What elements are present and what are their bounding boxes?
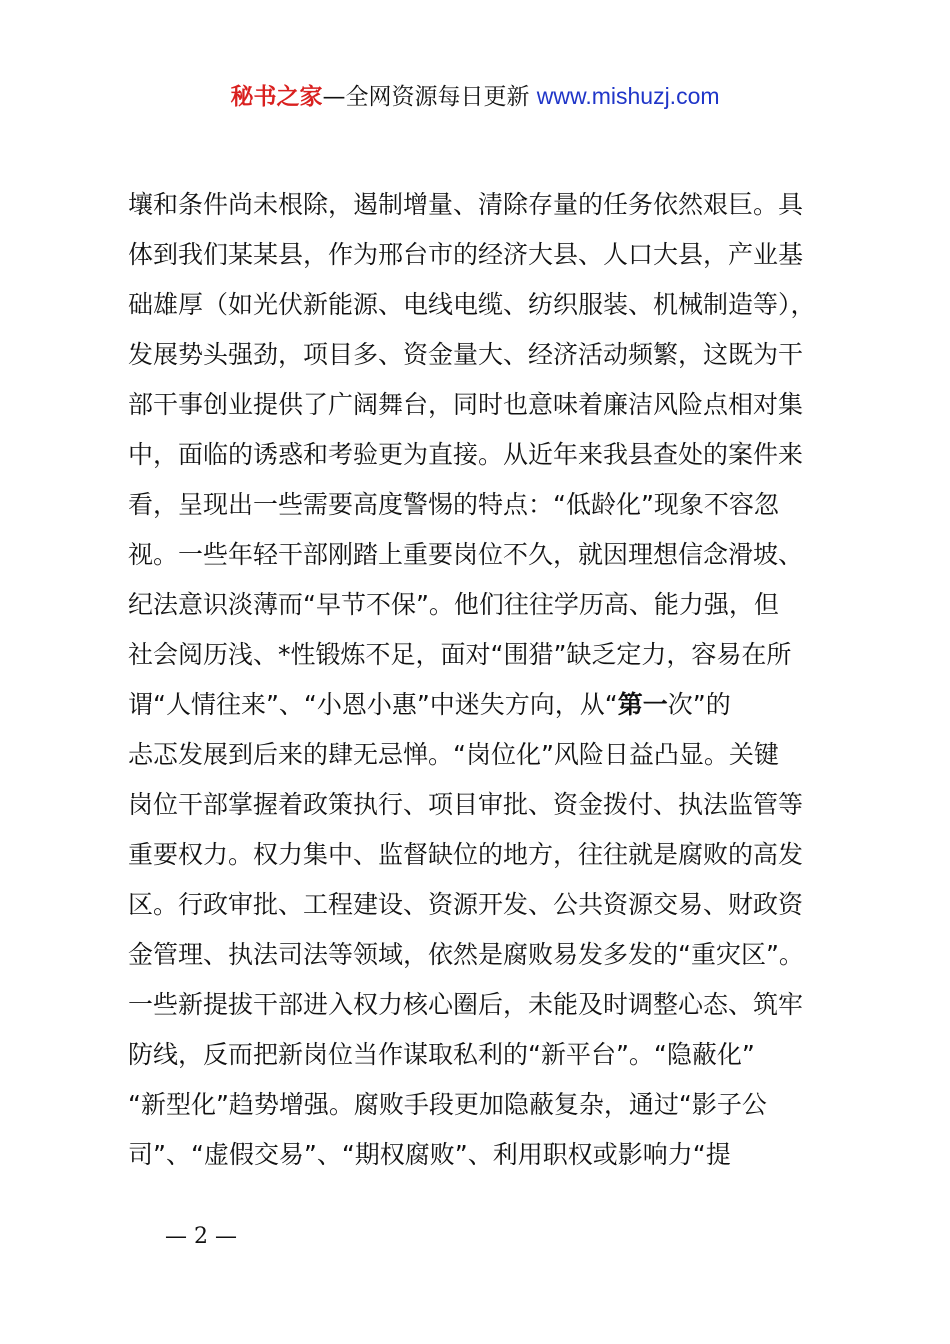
text-line: 壤和条件尚未根除，遏制增量、清除存量的任务依然艰巨。具: [128, 190, 804, 219]
text-line: 体到我们某某县，作为邢台市的经济大县、人口大县，产业基: [128, 240, 804, 269]
text-line: 视。一些年轻干部刚踏上重要岗位不久，就因理想信念滑坡、: [128, 540, 804, 569]
text-line: 一些新提拔干部进入权力核心圈后，未能及时调整心态、筑牢: [128, 990, 804, 1019]
bold-emphasis: 第一: [617, 690, 668, 719]
document-body: [128, 180, 848, 1180]
text-line: 防线，反而把新岗位当作谋取私利的“新平台”。“隐蔽化”: [128, 1040, 755, 1069]
site-banner: [0, 80, 950, 113]
site-url-link[interactable]: www.mishuzj.com: [536, 83, 720, 109]
text-line: 忐忑发展到后来的肆无忌惮。“岗位化”风险日益凸显。关键: [128, 740, 779, 769]
banner-tagline: —全网资源每日更新: [322, 84, 537, 110]
text-line: 础雄厚（如光伏新能源、电线电缆、纺织服装、机械制造等），: [128, 290, 816, 319]
text-line: 社会阅历浅、*性锻炼不足，面对“围猎”缺乏定力，容易在所: [128, 640, 792, 669]
text-line: 金管理、执法司法等领域，依然是腐败易发多发的“重灾区”。: [128, 940, 804, 969]
brand-name: 秘书之家: [230, 84, 323, 110]
text-line: 岗位干部掌握着政策执行、项目审批、资金拨付、执法监管等: [128, 790, 804, 819]
text-line: 中，面临的诱惑和考验更为直接。从近年来我县查处的案件来: [128, 440, 804, 469]
text-line: 纪法意识淡薄而“早节不保”。他们往往学历高、能力强，但: [128, 590, 779, 619]
text-line: 区。行政审批、工程建设、资源开发、公共资源交易、财政资: [128, 890, 804, 919]
text-line: 发展势头强劲，项目多、资金量大、经济活动频繁，这既为干: [128, 340, 804, 369]
text-segment: 谓“人情往来”、“小恩小惠”中迷失方向，从“: [128, 690, 618, 719]
text-line: 部干事创业提供了广阔舞台，同时也意味着廉洁风险点相对集: [128, 390, 804, 419]
text-line: [128, 680, 848, 730]
text-line: 重要权力。权力集中、监督缺位的地方，往往就是腐败的高发: [128, 840, 804, 869]
text-line: “新型化”趋势增强。腐败手段更加隐蔽复杂，通过“影子公: [128, 1090, 767, 1119]
text-line: 司”、“虚假交易”、“期权腐败”、利用职权或影响力“提: [128, 1140, 731, 1169]
text-line: 看，呈现出一些需要高度警惕的特点：“低龄化”现象不容忽: [128, 490, 779, 519]
text-segment: 次”的: [667, 690, 731, 719]
page-number: — 2 —: [165, 1224, 237, 1249]
